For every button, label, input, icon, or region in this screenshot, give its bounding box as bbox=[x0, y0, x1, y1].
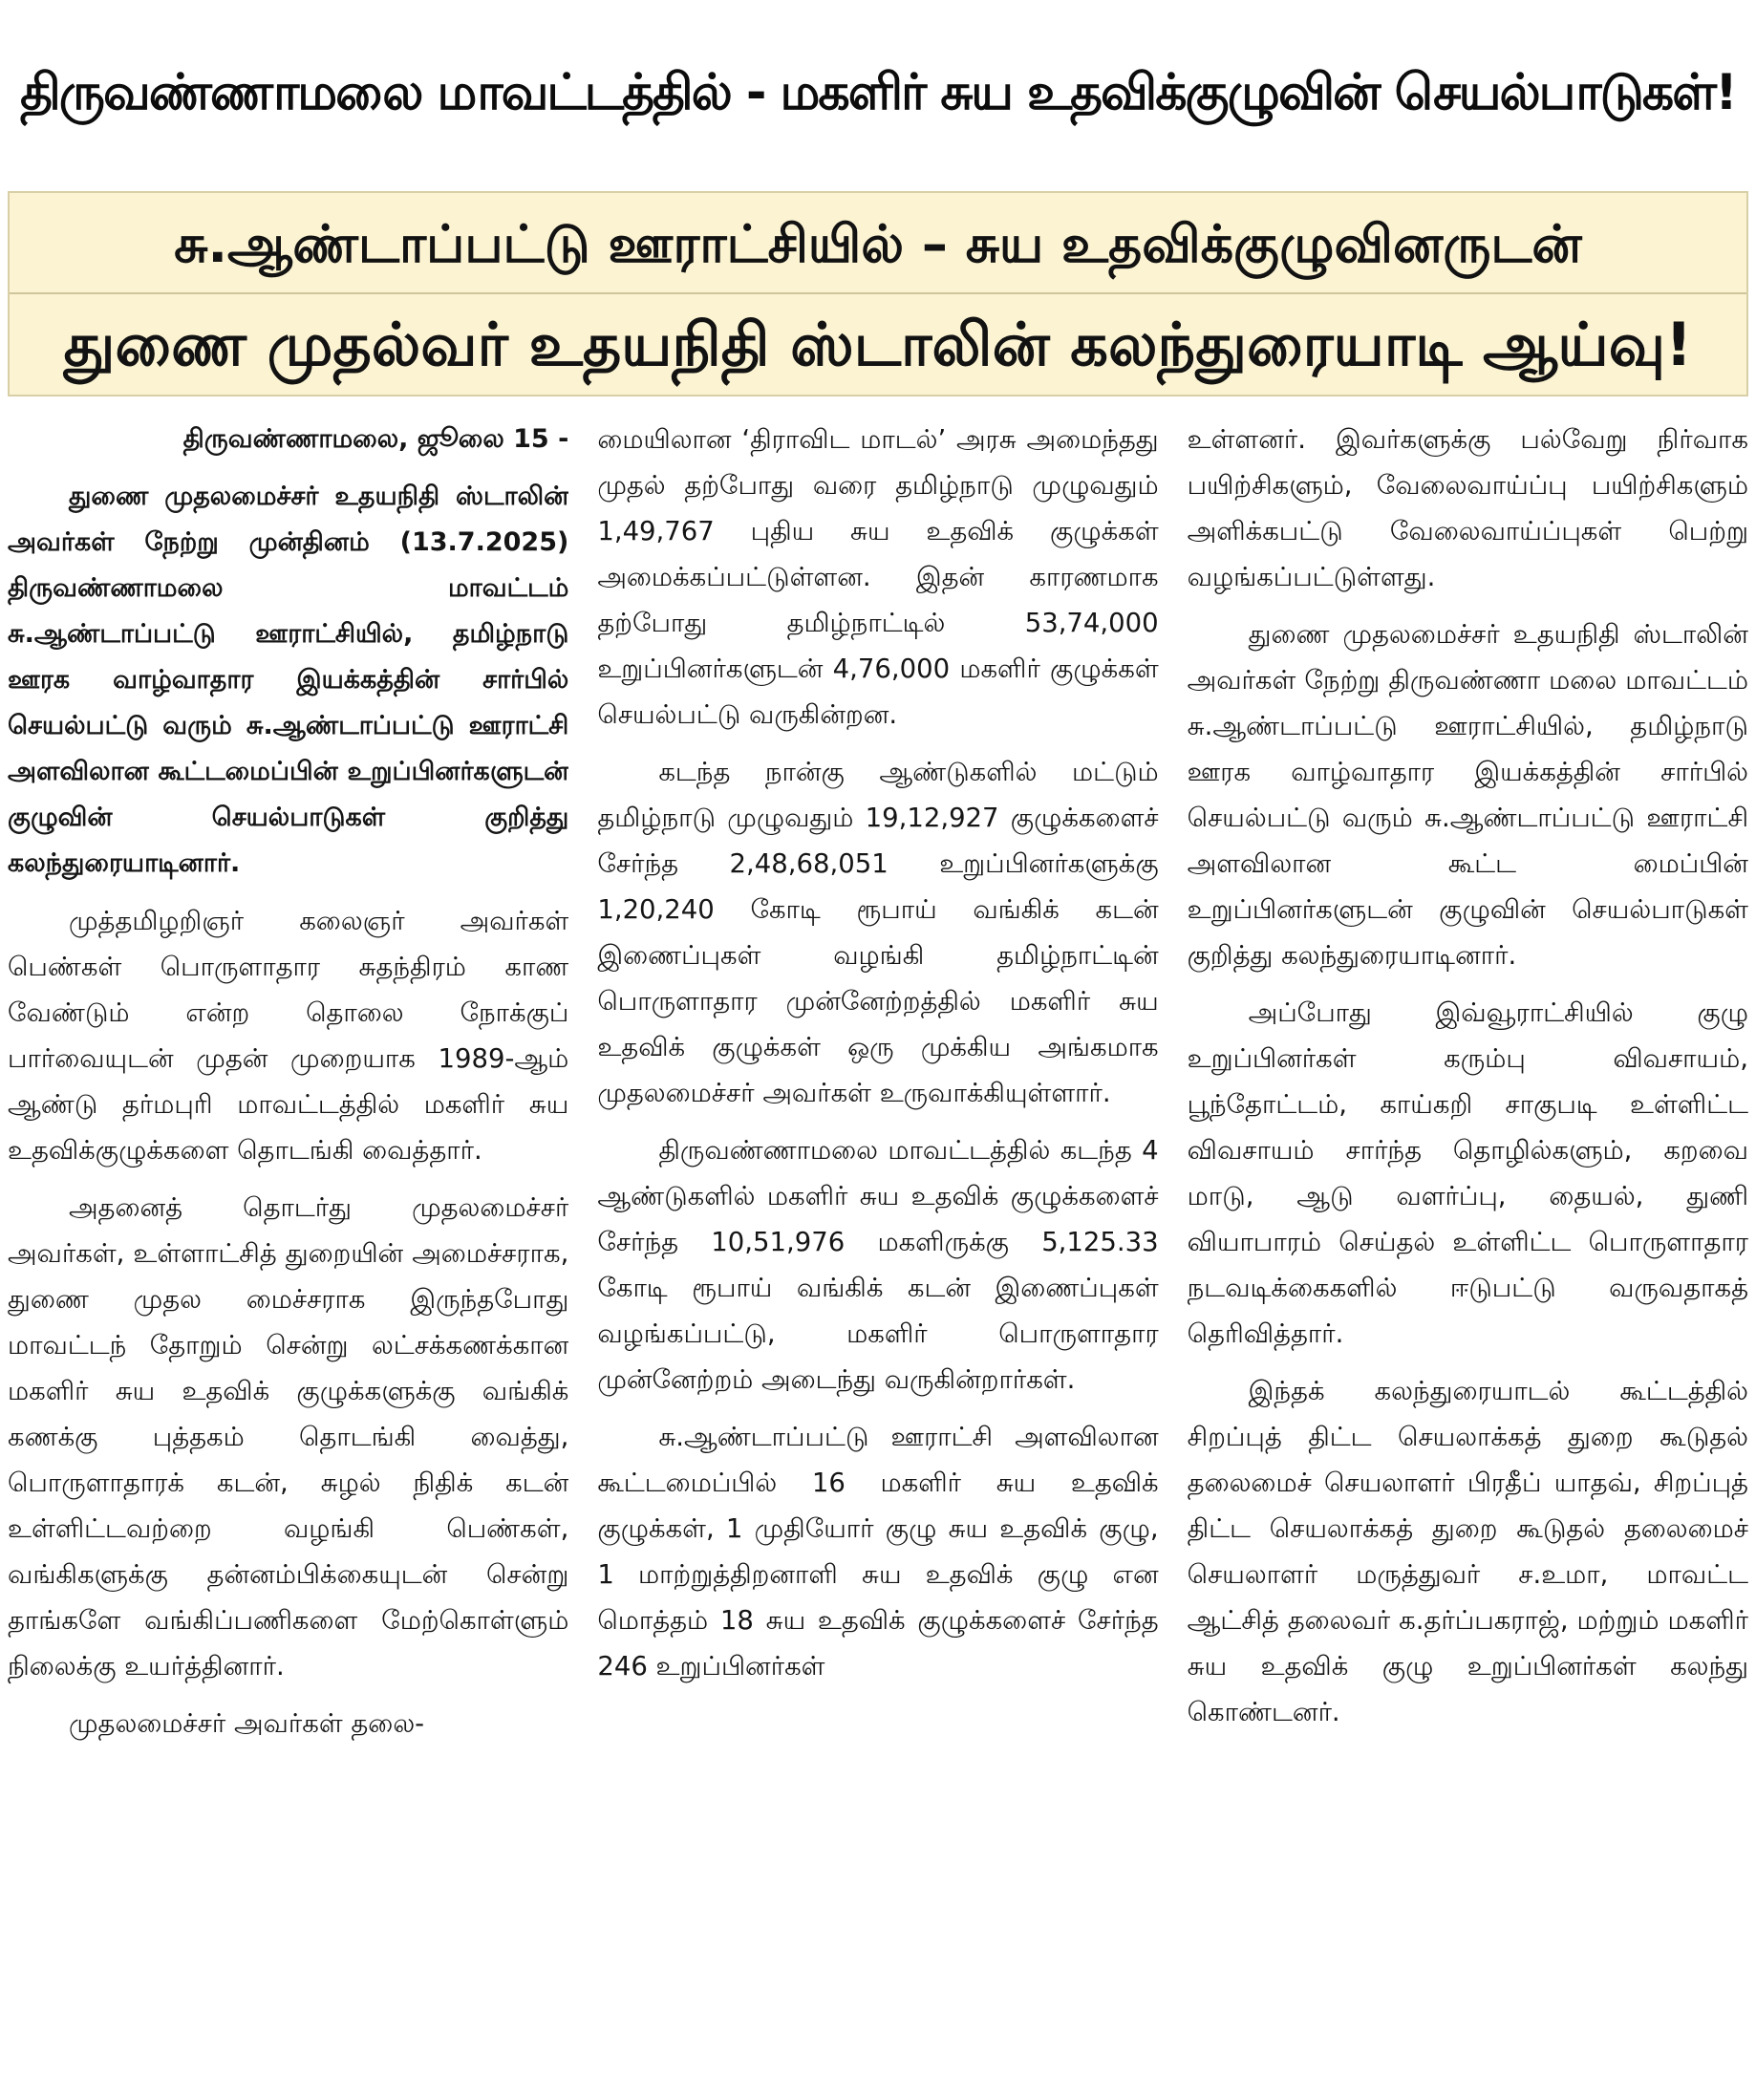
subheadline-line-1: சு.ஆண்டாப்பட்டு ஊராட்சியில் – சுய உதவிக்குழுவினருடன் bbox=[174, 214, 1582, 274]
subheadline-banner bbox=[8, 191, 1748, 396]
article-column-1 bbox=[8, 417, 568, 2090]
banner-divider bbox=[10, 292, 1746, 294]
paragraph: இந்தக் கலந்துரையாடல் கூட்டத்தில் சிறப்புத் திட்ட செயலாக்கத் துறை கூடுதல் தலைமைச் செயலாளர் பிரதீப் யாதவ், சிறப்புத் திட்ட செயலாக்கத் துறை கூடுதல் தலைமைச் செயலாளர் மருத்துவர் ச.உமா, மாவட்ட ஆட்சித் தலைவர் க.தர்ப்பகராஜ், மற்றும் மகளிர் சுய உதவிக் குழு உறுப்பினர்கள் கலந்து கொண்டனர். bbox=[1187, 1376, 1748, 1727]
article-column-3 bbox=[1188, 417, 1748, 2090]
paragraph: முதலமைச்சர் அவர்கள் தலை- bbox=[69, 1708, 425, 1739]
paragraph: கடந்த நான்கு ஆண்டுகளில் மட்டும் தமிழ்நாடு முழுவதும் 19,12,927 குழுக்களைச் சேர்ந்த 2,48,68,051 உறுப்பினர்களுக்கு 1,20,240 கோடி ரூபாய் வங்கிக் கடன் இணைப்புகள் வழங்கி தமிழ்நாட்டின் பொருளாதார முன்னேற்றத்தில் மகளிர் சுய உதவிக் குழுக்கள் ஒரு முக்கிய அங்கமாக முதலமைச்சர் அவர்கள் உருவாக்கியுள்ளார். bbox=[597, 757, 1159, 1108]
paragraph: உள்ளனர். இவர்களுக்கு பல்வேறு நிர்வாக பயிற்சிகளும், வேலைவாய்ப்பு பயிற்சிகளும் அளிக்கபட்டு வேலைவாய்ப்புகள் பெற்று வழங்கப்பட்டுள்ளது. bbox=[1187, 424, 1748, 592]
headline: திருவண்ணாமலை மாவட்டத்தில் - மகளிர் சுய உதவிக்குழுவின் செயல்பாடுகள்! bbox=[20, 63, 1736, 121]
paragraph: அதனைத் தொடர்து முதலமைச்சர் அவர்கள், உள்ளாட்சித் துறையின் அமைச்சராக, துணை முதல மைச்சராக இருந்தபோது மாவட்டந் தோறும் சென்று லட்சக்கணக்கான மகளிர் சுய உதவிக் குழுக்களுக்கு வங்கிக் கணக்கு புத்தகம் தொடங்கி வைத்து, பொருளாதாரக் கடன், சுழல் நிதிக் கடன் உள்ளிட்டவற்றை வழங்கி பெண்கள், வங்கிகளுக்கு தன்னம்பிக்கையுடன் சென்று தாங்களே வங்கிப்பணிகளை மேற்கொள்ளும் நிலைக்கு உயர்த்தினார். bbox=[8, 1192, 569, 1682]
paragraph: அப்போது இவ்வூராட்சியில் குழு உறுப்பினர்கள் கரும்பு விவசாயம், பூந்தோட்டம், காய்கறி சாகுபடி உள்ளிட்ட விவசாயம் சார்ந்த தொழில்களும், கறவை மாடு, ஆடு வளர்ப்பு, தையல், துணி வியாபாரம் செய்தல் உள்ளிட்ட பொருளாதார நடவடிக்கைகளில் ஈடுபட்டு வருவதாகத் தெரிவித்தார். bbox=[1187, 997, 1748, 1349]
lead-paragraph: துணை முதலமைச்சர் உதயநிதி ஸ்டாலின் அவர்கள் நேற்று முன்தினம் (13.7.2025) திருவண்ணாமலை மாவட்டம் சு.ஆண்டாப்பட்டு ஊராட்சியில், தமிழ்நாடு ஊரக வாழ்வாதார இயக்கத்தின் சார்பில் செயல்பட்டு வரும் சு.ஆண்டாப்பட்டு ஊராட்சி அளவிலான கூட்டமைப்பின் உறுப்பினர்களுடன் குழுவின் செயல்பாடுகள் குறித்து கலந்துரையாடினார். bbox=[8, 482, 569, 878]
article-body bbox=[8, 417, 1748, 2090]
paragraph: மையிலான ‘திராவிட மாடல்’ அரசு அமைந்தது முதல் தற்போது வரை தமிழ்நாடு முழுவதும் 1,49,767 புதிய சுய உதவிக் குழுக்கள் அமைக்கப்பட்டுள்ளன. இதன் காரணமாக தற்போது தமிழ்நாட்டில் 53,74,000 உறுப்பினர்களுடன் 4,76,000 மகளிர் குழுக்கள் செயல்பட்டு வருகின்றன. bbox=[597, 424, 1159, 730]
paragraph: திருவண்ணாமலை மாவட்டத்தில் கடந்த 4 ஆண்டுகளில் மகளிர் சுய உதவிக் குழுக்களைச் சேர்ந்த 10,51,976 மகளிருக்கு 5,125.33 கோடி ரூபாய் வங்கிக் கடன் இணைப்புகள் வழங்கப்பட்டு, மகளிர் பொருளாதார முன்னேற்றம் அடைந்து வருகின்றார்கள். bbox=[597, 1135, 1159, 1395]
subheadline-line-2: துணை முதல்வர் உதயநிதி ஸ்டாலின் கலந்துரையாடி ஆய்வு! bbox=[63, 310, 1693, 379]
paragraph: முத்தமிழறிஞர் கலைஞர் அவர்கள் பெண்கள் பொருளாதார சுதந்திரம் காண வேண்டும் என்ற தொலை நோக்குப் பார்வையுடன் முதன் முறையாக 1989-ஆம் ஆண்டு தர்மபுரி மாவட்டத்தில் மகளிர் சுய உதவிக்குழுக்களை தொடங்கி வைத்தார். bbox=[8, 906, 569, 1166]
paragraph: துணை முதலமைச்சர் உதயநிதி ஸ்டாலின் அவர்கள் நேற்று திருவண்ணா மலை மாவட்டம் சு.ஆண்டாப்பட்டு ஊராட்சியில், தமிழ்நாடு ஊரக வாழ்வாதார இயக்கத்தின் சார்பில் செயல்பட்டு வரும் சு.ஆண்டாப்பட்டு ஊராட்சி அளவிலான கூட்ட மைப்பின் உறுப்பினர்களுடன் குழுவின் செயல்பாடுகள் குறித்து கலந்துரையாடினார். bbox=[1187, 619, 1748, 971]
article-column-2 bbox=[597, 417, 1158, 2090]
paragraph: சு.ஆண்டாப்பட்டு ஊராட்சி அளவிலான கூட்டமைப்பில் 16 மகளிர் சுய உதவிக் குழுக்கள், 1 முதியோர் குழு சுய உதவிக் குழு, 1 மாற்றுத்திறனாளி சுய உதவிக் குழு என மொத்தம் 18 சுய உதவிக் குழுக்களைச் சேர்ந்த 246 உறுப்பினர்கள் bbox=[597, 1422, 1159, 1682]
dateline: திருவண்ணாமலை, ஜூலை 15 - bbox=[182, 424, 569, 454]
